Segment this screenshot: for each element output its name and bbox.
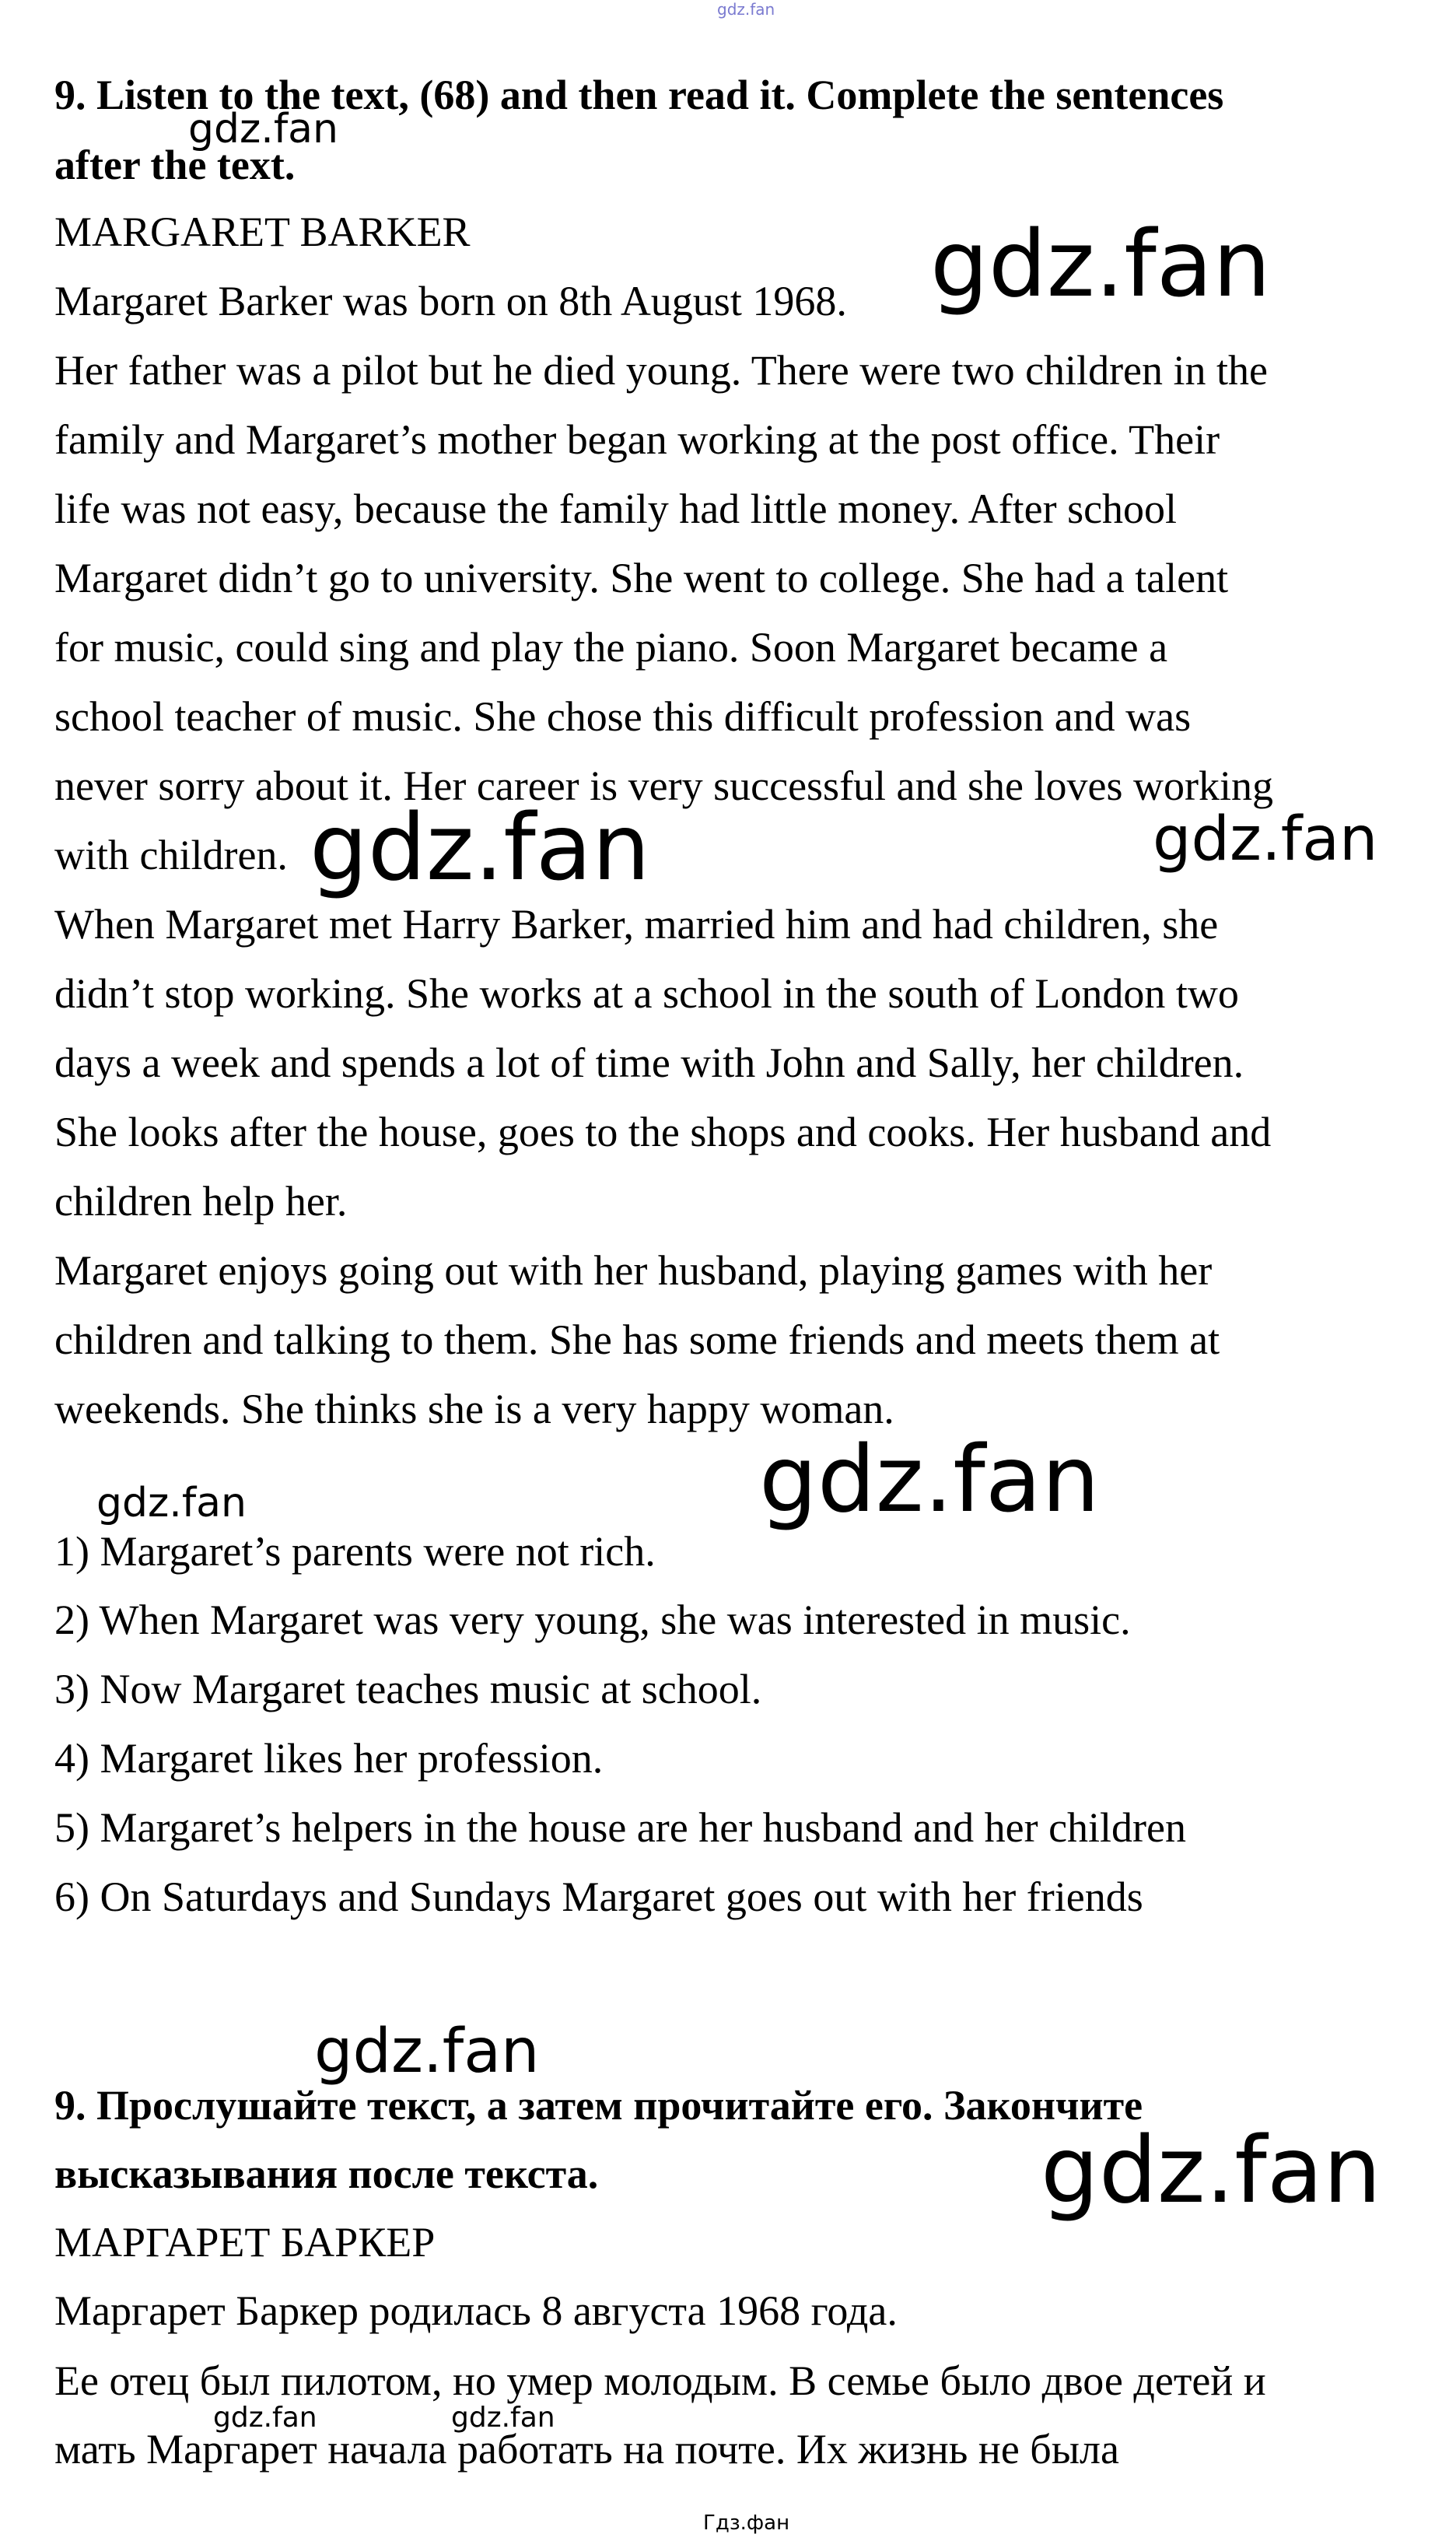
paragraph-line-ru: Маргарет Баркер родилась 8 августа 1968 года. bbox=[54, 2287, 898, 2334]
watermark: gdz.fan bbox=[188, 106, 338, 152]
paragraph-line: Her father was a pilot but he died young. There were two children in the bbox=[54, 347, 1268, 394]
sentence-item: 6) On Saturdays and Sundays Margaret goes out with her friends bbox=[54, 1873, 1143, 1920]
paragraph-line: never sorry about it. Her career is very successful and she loves working bbox=[54, 762, 1273, 809]
watermark: gdz.fan bbox=[314, 2017, 540, 2087]
paragraph-line-ru: мать Маргарет начала работать на почте. Их жизнь не была bbox=[54, 2426, 1119, 2473]
sentence-item: 4) Margaret likes her profession. bbox=[54, 1735, 604, 1782]
sentence-item: 3) Now Margaret teaches music at school. bbox=[54, 1666, 762, 1712]
paragraph-line: school teacher of music. She chose this difficult profession and was bbox=[54, 693, 1192, 740]
task-heading-en-line-1: 9. Listen to the text, (68) and then read it. Complete the sentences bbox=[54, 72, 1224, 118]
sentence-item: 1) Margaret’s parents were not rich. bbox=[54, 1528, 656, 1575]
watermark: gdz.fan bbox=[96, 1480, 247, 1526]
paragraph-line: She looks after the house, goes to the shops and cooks. Her husband and bbox=[54, 1109, 1272, 1155]
story-title-ru: МАРГАРЕТ БАРКЕР bbox=[54, 2219, 436, 2266]
footer-watermark: Гдз.фан bbox=[703, 2511, 790, 2535]
paragraph-line-ru: Ее отец был пилотом, но умер молодым. В семье было двое детей и bbox=[54, 2357, 1266, 2404]
paragraph-line: days a week and spends a lot of time with John and Sally, her children. bbox=[54, 1039, 1244, 1086]
task-heading-ru-line-2: высказывания после текста. bbox=[54, 2150, 599, 2197]
paragraph-line: Margaret Barker was born on 8th August 1968. bbox=[54, 278, 847, 324]
paragraph-line: Margaret didn’t go to university. She went to college. She had a talent bbox=[54, 555, 1229, 601]
paragraph-line: family and Margaret’s mother began working at the post office. Their bbox=[54, 416, 1220, 463]
story-title-en: MARGARET BARKER bbox=[54, 209, 471, 255]
paragraph-line: children help her. bbox=[54, 1178, 348, 1225]
watermark: gdz.fan bbox=[451, 2402, 555, 2434]
task-heading-ru-line-1: 9. Прослушайте текст, а затем прочитайте его. Закончите bbox=[54, 2082, 1143, 2129]
paragraph-line: didn’t stop working. She works at a school in the south of London two bbox=[54, 970, 1239, 1017]
paragraph-line: Margaret enjoys going out with her husband, playing games with her bbox=[54, 1247, 1213, 1294]
task-heading-en-line-2: after the text. bbox=[54, 142, 296, 188]
paragraph-line: When Margaret met Harry Barker, married him and had children, she bbox=[54, 901, 1219, 948]
watermark: gdz.fan bbox=[1041, 2116, 1381, 2224]
watermark-top: gdz.fan bbox=[717, 0, 775, 19]
paragraph-line: with children. bbox=[54, 832, 288, 878]
paragraph-line: life was not easy, because the family had little money. After school bbox=[54, 485, 1178, 532]
watermark: gdz.fan bbox=[930, 210, 1271, 317]
watermark: gdz.fan bbox=[759, 1425, 1100, 1533]
paragraph-line: children and talking to them. She has some friends and meets them at bbox=[54, 1316, 1220, 1363]
paragraph-line: for music, could sing and play the piano. Soon Margaret became a bbox=[54, 624, 1168, 671]
watermark: gdz.fan bbox=[213, 2402, 317, 2434]
watermark: gdz.fan bbox=[1153, 804, 1378, 874]
watermark: gdz.fan bbox=[310, 794, 650, 901]
sentence-item: 2) When Margaret was very young, she was interested in music. bbox=[54, 1596, 1131, 1643]
paragraph-line: weekends. She thinks she is a very happy woman. bbox=[54, 1386, 894, 1432]
sentence-item: 5) Margaret’s helpers in the house are her husband and her children bbox=[54, 1804, 1186, 1851]
